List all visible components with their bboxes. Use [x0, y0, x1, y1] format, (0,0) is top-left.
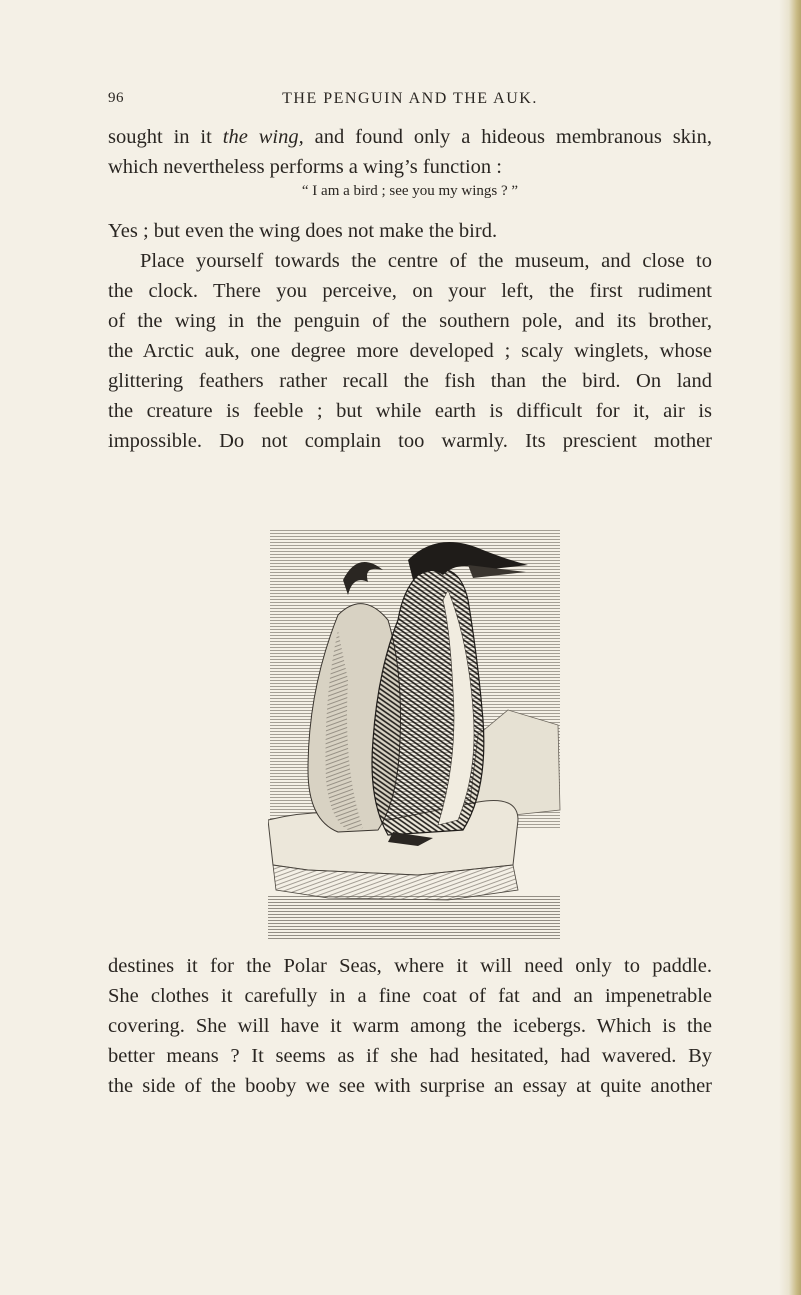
- paragraph-3-line: impossible. Do not complain too warmly. Its prescient mother: [108, 430, 712, 452]
- block-quote: “ I am a bird ; see you my wings ? ”: [301, 183, 519, 199]
- running-title: THE PENGUIN AND THE AUK.: [282, 90, 538, 107]
- paragraph-4: [108, 951, 712, 1101]
- penguin-illustration: [268, 520, 568, 940]
- paragraph-4-line: covering. She will have it warm among the icebergs. Which is the: [108, 1015, 712, 1037]
- text-segment: and found only a hideous membranous skin,: [303, 126, 713, 148]
- page-header: [108, 90, 712, 114]
- paragraph-3-line: Place yourself towards the centre of the museum, and close to: [140, 250, 712, 272]
- paragraph-1-line-2: which nevertheless performs a wing’s function :: [108, 156, 502, 178]
- paragraph-2: [108, 216, 712, 246]
- paragraph-1: [108, 122, 712, 182]
- water: [268, 895, 560, 940]
- paragraph-4-line: better means ? It seems as if she had hesitated, had wavered. By: [108, 1045, 712, 1067]
- paragraph-3-line: glittering feathers rather recall the fish than the bird. On land: [108, 370, 712, 392]
- paragraph-3-line: the clock. There you perceive, on your left, the first rudiment: [108, 280, 712, 302]
- paragraph-3: [108, 246, 712, 456]
- text-segment: sought in it: [108, 126, 223, 148]
- paragraph-2-line-1: Yes ; but even the wing does not make the bird.: [108, 220, 498, 242]
- paragraph-1-line-1: [108, 122, 712, 152]
- paragraph-4-line: destines it for the Polar Seas, where it will need only to paddle.: [108, 955, 712, 977]
- page-number: 96: [108, 90, 124, 106]
- penguin-engraving: [268, 520, 568, 940]
- page-edge: [779, 0, 801, 1295]
- italic-phrase: the wing,: [222, 126, 304, 148]
- paragraph-4-line: the side of the booby we see with surprise an essay at quite another: [108, 1075, 712, 1097]
- paragraph-3-line: the creature is feeble ; but while earth is difficult for it, air is: [108, 400, 712, 422]
- paragraph-4-line: She clothes it carefully in a fine coat of fat and an impenetrable: [108, 985, 712, 1007]
- paragraph-3-line: of the wing in the penguin of the southern pole, and its brother,: [108, 310, 712, 332]
- paragraph-3-line: the Arctic auk, one degree more developed ; scaly winglets, whose: [108, 340, 712, 362]
